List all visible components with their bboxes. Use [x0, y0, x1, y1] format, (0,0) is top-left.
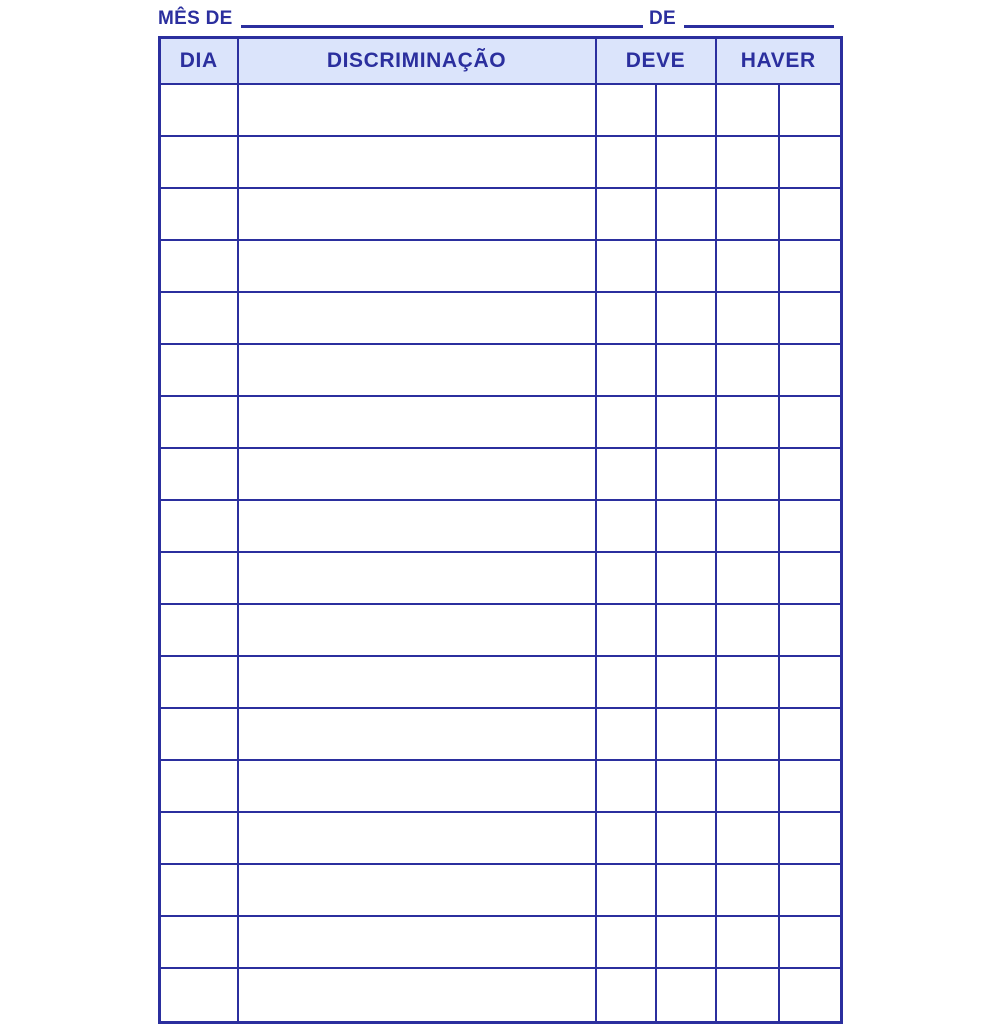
- cell-dia[interactable]: [160, 708, 238, 760]
- table-header: [160, 38, 842, 85]
- cell-haver-secondary[interactable]: [779, 292, 842, 344]
- cell-haver-primary[interactable]: [716, 760, 779, 812]
- cell-haver-secondary[interactable]: [779, 812, 842, 864]
- table-row: [160, 292, 842, 344]
- cell-haver-secondary[interactable]: [779, 448, 842, 500]
- cell-deve-primary[interactable]: [596, 188, 656, 240]
- cell-haver-primary[interactable]: [716, 84, 779, 136]
- cell-dia[interactable]: [160, 812, 238, 864]
- cell-haver-primary[interactable]: [716, 552, 779, 604]
- cell-haver-primary[interactable]: [716, 864, 779, 916]
- table-row: [160, 812, 842, 864]
- cell-deve-primary[interactable]: [596, 916, 656, 968]
- cell-deve-primary[interactable]: [596, 864, 656, 916]
- year-write-line[interactable]: [684, 25, 834, 28]
- table-row: [160, 656, 842, 708]
- cell-discriminacao[interactable]: [238, 760, 596, 812]
- month-year-header: [158, 2, 840, 32]
- cell-deve-secondary[interactable]: [656, 604, 716, 656]
- column-header-haver: HAVER: [716, 38, 842, 85]
- cell-deve-primary[interactable]: [596, 448, 656, 500]
- cell-dia[interactable]: [160, 240, 238, 292]
- cell-haver-primary[interactable]: [716, 396, 779, 448]
- cell-discriminacao[interactable]: [238, 604, 596, 656]
- cell-discriminacao[interactable]: [238, 656, 596, 708]
- cell-haver-secondary[interactable]: [779, 136, 842, 188]
- cell-discriminacao[interactable]: [238, 552, 596, 604]
- table-row: [160, 604, 842, 656]
- cell-dia[interactable]: [160, 916, 238, 968]
- cell-haver-secondary[interactable]: [779, 396, 842, 448]
- cell-deve-primary[interactable]: [596, 240, 656, 292]
- cell-haver-secondary[interactable]: [779, 84, 842, 136]
- cell-deve-secondary[interactable]: [656, 812, 716, 864]
- cell-haver-secondary[interactable]: [779, 864, 842, 916]
- table-row: [160, 708, 842, 760]
- cell-haver-primary[interactable]: [716, 968, 779, 1023]
- cell-deve-secondary[interactable]: [656, 656, 716, 708]
- cell-dia[interactable]: [160, 552, 238, 604]
- cell-deve-primary[interactable]: [596, 760, 656, 812]
- table-row: [160, 552, 842, 604]
- cell-haver-primary[interactable]: [716, 916, 779, 968]
- cell-dia[interactable]: [160, 396, 238, 448]
- cell-discriminacao[interactable]: [238, 708, 596, 760]
- cell-dia[interactable]: [160, 136, 238, 188]
- cell-deve-secondary[interactable]: [656, 344, 716, 396]
- cell-haver-secondary[interactable]: [779, 552, 842, 604]
- cell-haver-primary[interactable]: [716, 344, 779, 396]
- cell-haver-secondary[interactable]: [779, 760, 842, 812]
- table-row: [160, 344, 842, 396]
- cell-haver-secondary[interactable]: [779, 708, 842, 760]
- cell-deve-primary[interactable]: [596, 136, 656, 188]
- cell-haver-primary[interactable]: [716, 500, 779, 552]
- cell-dia[interactable]: [160, 656, 238, 708]
- cell-discriminacao[interactable]: [238, 188, 596, 240]
- cell-dia[interactable]: [160, 292, 238, 344]
- cell-deve-secondary[interactable]: [656, 448, 716, 500]
- cell-haver-secondary[interactable]: [779, 916, 842, 968]
- table-row: [160, 864, 842, 916]
- cell-dia[interactable]: [160, 344, 238, 396]
- cell-deve-primary[interactable]: [596, 552, 656, 604]
- table-row: [160, 136, 842, 188]
- cell-deve-secondary[interactable]: [656, 188, 716, 240]
- cell-haver-secondary[interactable]: [779, 604, 842, 656]
- table-row: [160, 84, 842, 136]
- month-write-line[interactable]: [241, 25, 643, 28]
- cell-discriminacao[interactable]: [238, 968, 596, 1023]
- cell-deve-secondary[interactable]: [656, 396, 716, 448]
- column-header-dia: DIA: [160, 38, 238, 85]
- cell-dia[interactable]: [160, 864, 238, 916]
- cell-discriminacao[interactable]: [238, 84, 596, 136]
- cell-deve-secondary[interactable]: [656, 500, 716, 552]
- cell-discriminacao[interactable]: [238, 812, 596, 864]
- cell-discriminacao[interactable]: [238, 396, 596, 448]
- cell-haver-primary[interactable]: [716, 656, 779, 708]
- cell-haver-primary[interactable]: [716, 604, 779, 656]
- cell-haver-primary[interactable]: [716, 188, 779, 240]
- cell-deve-primary[interactable]: [596, 968, 656, 1023]
- table-row: [160, 500, 842, 552]
- cell-deve-primary[interactable]: [596, 656, 656, 708]
- cell-haver-primary[interactable]: [716, 292, 779, 344]
- cell-dia[interactable]: [160, 500, 238, 552]
- cell-haver-primary[interactable]: [716, 812, 779, 864]
- table-row: [160, 396, 842, 448]
- cell-deve-secondary[interactable]: [656, 708, 716, 760]
- cell-deve-secondary[interactable]: [656, 136, 716, 188]
- cell-deve-secondary[interactable]: [656, 84, 716, 136]
- cell-discriminacao[interactable]: [238, 864, 596, 916]
- column-header-deve: DEVE: [596, 38, 716, 85]
- cell-deve-primary[interactable]: [596, 84, 656, 136]
- cell-dia[interactable]: [160, 760, 238, 812]
- ledger-table: [158, 36, 843, 1024]
- cell-discriminacao[interactable]: [238, 292, 596, 344]
- cell-deve-primary[interactable]: [596, 344, 656, 396]
- cell-haver-primary[interactable]: [716, 448, 779, 500]
- cell-dia[interactable]: [160, 604, 238, 656]
- cell-deve-secondary[interactable]: [656, 760, 716, 812]
- cell-deve-secondary[interactable]: [656, 864, 716, 916]
- cell-deve-primary[interactable]: [596, 500, 656, 552]
- cell-deve-secondary[interactable]: [656, 916, 716, 968]
- cell-dia[interactable]: [160, 448, 238, 500]
- header-row: [160, 38, 842, 85]
- cell-deve-primary[interactable]: [596, 604, 656, 656]
- cell-discriminacao[interactable]: [238, 916, 596, 968]
- table-body: [160, 84, 842, 1023]
- cell-haver-secondary[interactable]: [779, 240, 842, 292]
- table-row: [160, 760, 842, 812]
- table-row: [160, 448, 842, 500]
- cell-haver-secondary[interactable]: [779, 500, 842, 552]
- cell-haver-secondary[interactable]: [779, 188, 842, 240]
- cell-discriminacao[interactable]: [238, 136, 596, 188]
- cell-deve-secondary[interactable]: [656, 240, 716, 292]
- cell-dia[interactable]: [160, 84, 238, 136]
- cell-discriminacao[interactable]: [238, 344, 596, 396]
- cell-deve-secondary[interactable]: [656, 552, 716, 604]
- cell-haver-secondary[interactable]: [779, 344, 842, 396]
- cell-haver-primary[interactable]: [716, 240, 779, 292]
- cell-deve-primary[interactable]: [596, 292, 656, 344]
- table-row: [160, 240, 842, 292]
- cell-deve-primary[interactable]: [596, 812, 656, 864]
- table-row: [160, 188, 842, 240]
- cell-dia[interactable]: [160, 188, 238, 240]
- table-row: [160, 916, 842, 968]
- cell-haver-secondary[interactable]: [779, 968, 842, 1023]
- month-label: MÊS DE: [158, 8, 233, 29]
- column-header-discriminacao: DISCRIMINAÇÃO: [238, 38, 596, 85]
- cell-discriminacao[interactable]: [238, 240, 596, 292]
- cell-deve-secondary[interactable]: [656, 292, 716, 344]
- cell-haver-primary[interactable]: [716, 708, 779, 760]
- cell-dia[interactable]: [160, 968, 238, 1023]
- cell-haver-primary[interactable]: [716, 136, 779, 188]
- year-label: DE: [649, 8, 676, 29]
- cell-haver-secondary[interactable]: [779, 656, 842, 708]
- cell-discriminacao[interactable]: [238, 448, 596, 500]
- cell-deve-secondary[interactable]: [656, 968, 716, 1023]
- cell-deve-primary[interactable]: [596, 396, 656, 448]
- table-row: [160, 968, 842, 1023]
- cell-deve-primary[interactable]: [596, 708, 656, 760]
- cell-discriminacao[interactable]: [238, 500, 596, 552]
